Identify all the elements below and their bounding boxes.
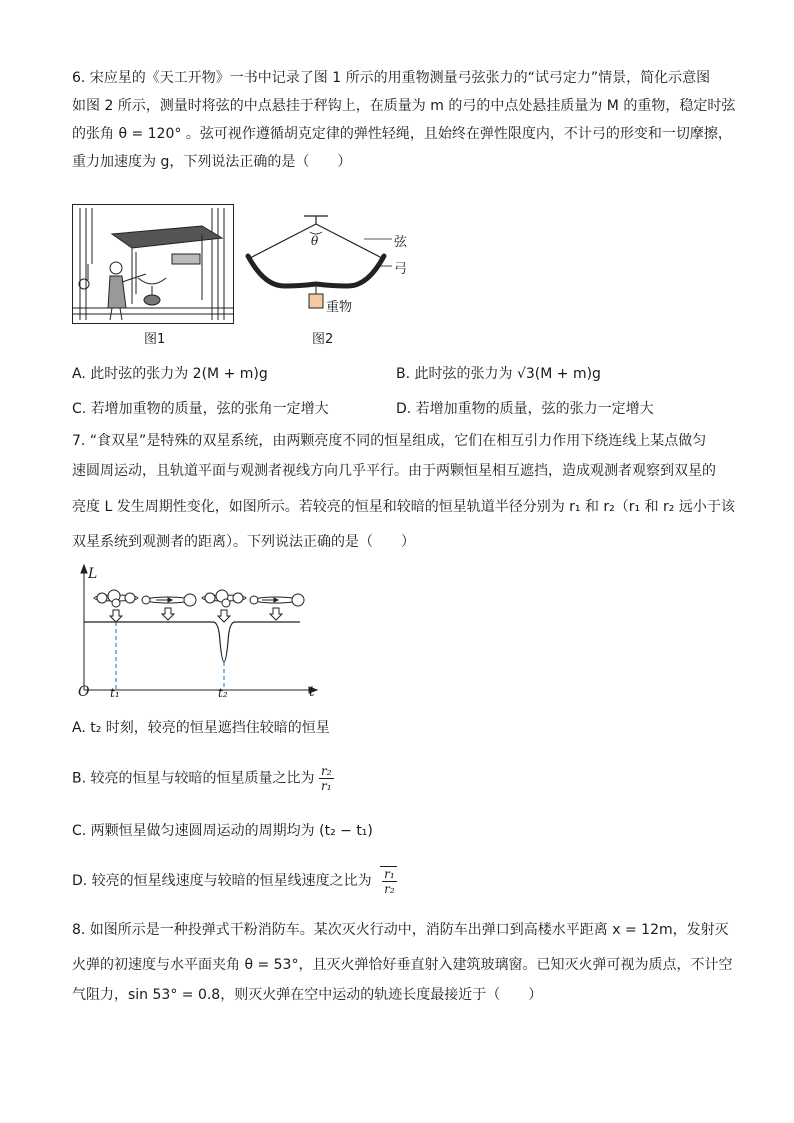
fig2-theta-label: θ [311, 234, 319, 248]
fig2-caption: 图2 [312, 332, 334, 347]
q7-luminosity-graph [72, 562, 322, 702]
q8-line-2: 火弹的初速度与水平面夹角 θ = 53°，且灭火弹恰好垂直射入建筑玻璃窗。已知灭火弹可视为质点，不计空 [72, 957, 733, 973]
fig1-woodcut-illustration [72, 204, 234, 324]
q6-line-3: 的张角 θ = 120° 。弦可视作遵循胡克定律的弹性轻绳，且始终在弹性限度内，不计弓的形变和一切摩擦， [72, 126, 732, 142]
graph-t1-label: t₁ [110, 686, 120, 700]
q7-option-b [72, 764, 334, 793]
graph-t2-label: t₂ [218, 686, 228, 700]
q6-option-d: D. 若增加重物的质量，弦的张力一定增大 [396, 401, 654, 417]
q6-line-4: 重力加速度为 g，下列说法正确的是（ ） [72, 154, 352, 170]
q7-option-b-denominator: r₁ [320, 779, 332, 793]
q7-option-d-text: D. 较亮的恒星线速度与较暗的恒星线速度之比为 [72, 873, 372, 889]
q7-option-b-text: B. 较亮的恒星与较暗的恒星质量之比为 [72, 770, 315, 787]
q7-option-d [72, 866, 397, 896]
q7-line-2: 速圆周运动，且轨道平面与观测者视线方向几乎平行。由于两颗恒星相互遮挡，造成观测者观察到双星的 [72, 463, 716, 479]
q6-option-b: B. 此时弦的张力为 √3(M + m)g [396, 366, 601, 382]
graph-y-axis-label: L [88, 566, 98, 582]
q7-option-d-fraction [382, 867, 397, 896]
graph-origin-label: O [78, 684, 90, 700]
q7-line-3: 亮度 L 发生周期性变化，如图所示。若较亮的恒星和较暗的恒星轨道半径分别为 r₁ 和 r₂（r₁ 和 r₂ 远小于该 [72, 499, 735, 515]
q7-option-b-fraction [319, 764, 334, 793]
graph-x-axis-label: t [309, 684, 315, 700]
q7-option-d-sqrt [380, 866, 397, 896]
q7-line-4: 双星系统到观测者的距离）。下列说法正确的是（ ） [72, 534, 415, 550]
fig2-weight-label: 重物 [326, 300, 353, 315]
fig2-bow-label: 弓 [394, 262, 408, 277]
fig1-caption: 图1 [144, 332, 166, 347]
q7-line-1: 7. “食双星”是特殊的双星系统，由两颗亮度不同的恒星组成，它们在相互引力作用下绕连线上某点做匀 [72, 433, 707, 449]
q7-option-a: A. t₂ 时刻，较亮的恒星遮挡住较暗的恒星 [72, 720, 330, 736]
q7-option-c: C. 两颗恒星做匀速圆周运动的周期均为 (t₂ − t₁) [72, 823, 373, 839]
q7-option-b-numerator: r₂ [320, 764, 332, 778]
q6-option-a: A. 此时弦的张力为 2(M + m)g [72, 366, 268, 382]
q6-option-c: C. 若增加重物的质量，弦的张角一定增大 [72, 401, 329, 417]
q8-line-1: 8. 如图所示是一种投弹式干粉消防车。某次灭火行动中，消防车出弹口到高楼水平距离 x = 12m，发射灭 [72, 922, 729, 938]
q8-line-3: 气阻力，sin 53° = 0.8，则灭火弹在空中运动的轨迹长度最接近于（ ） [72, 987, 543, 1003]
q7-option-d-numerator: r₁ [384, 867, 395, 881]
q6-line-2: 如图 2 所示，测量时将弦的中点悬挂于秤钩上，在质量为 m 的弓的中点处悬挂质量为 M 的重物，稳定时弦 [72, 98, 736, 114]
q7-option-d-denominator: r₂ [384, 882, 395, 896]
fig2-string-label: 弦 [394, 235, 408, 250]
q6-line-1: 6. 宋应星的《天工开物》一书中记录了图 1 所示的用重物测量弓弦张力的“试弓定力”情景，简化示意图 [72, 70, 711, 86]
